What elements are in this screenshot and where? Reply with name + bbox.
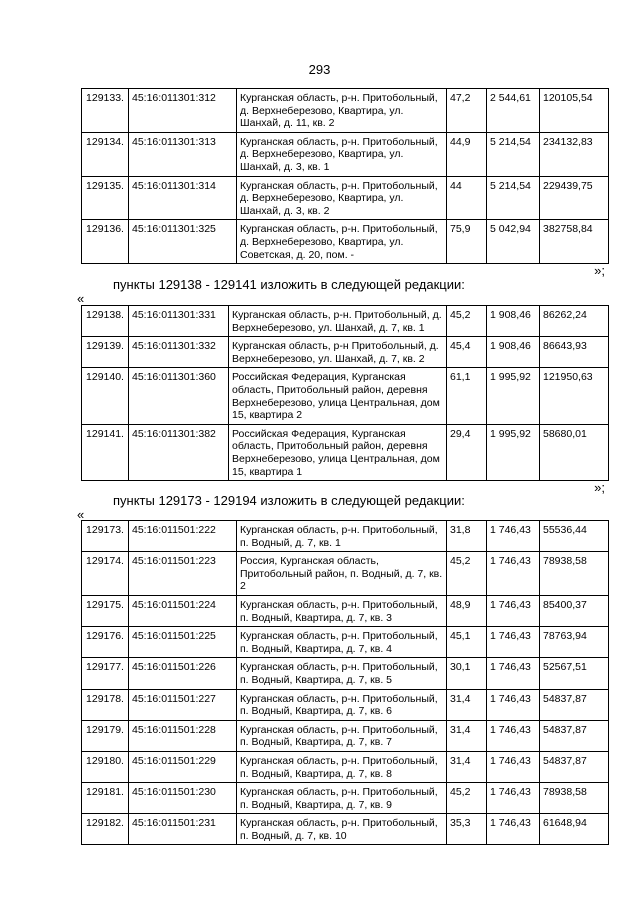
cadastral-value-cell: 61648,94: [540, 814, 609, 845]
area-cell: 48,9: [447, 595, 487, 626]
address-cell: Российская Федерация, Курганская область, Притобольный район, деревня Верхнеберезово, улица Центральная, дом 15, квартира 1: [229, 424, 447, 480]
row-number-cell: 129173.: [82, 521, 129, 552]
closing-quote: »;: [594, 480, 605, 495]
cadastral-number-cell: 45:16:011501:229: [129, 751, 237, 782]
address-cell: Курганская область, р-н. Притобольный, д. Верхнеберезово, Квартира, ул. Шанхай, д. 3, кв. 2: [237, 176, 447, 220]
address-cell: Российская Федерация, Курганская область, Притобольный район, деревня Верхнеберезово, улица Центральная, дом 15, квартира 2: [229, 368, 447, 424]
area-cell: 45,2: [447, 306, 487, 337]
rate-cell: 1 746,43: [487, 595, 540, 626]
table-row: [82, 814, 609, 845]
rate-cell: 5 214,54: [487, 176, 540, 220]
area-cell: 75,9: [447, 220, 487, 264]
table-row: [82, 552, 609, 596]
row-number-cell: 129177.: [82, 658, 129, 689]
row-number-cell: 129139.: [82, 337, 129, 368]
cadastral-value-cell: 54837,87: [540, 720, 609, 751]
rate-cell: 1 746,43: [487, 751, 540, 782]
cadastral-number-cell: 45:16:011501:226: [129, 658, 237, 689]
table-row: [82, 627, 609, 658]
area-cell: 61,1: [447, 368, 487, 424]
cadastral-number-cell: 45:16:011301:382: [129, 424, 229, 480]
area-cell: 31,4: [447, 689, 487, 720]
cadastral-number-cell: 45:16:011501:228: [129, 720, 237, 751]
section-instruction: пункты 129173 - 129194 изложить в следующей редакции:: [113, 493, 465, 508]
table-row: [82, 689, 609, 720]
cadastral-number-cell: 45:16:011501:227: [129, 689, 237, 720]
row-number-cell: 129180.: [82, 751, 129, 782]
cadastral-number-cell: 45:16:011501:225: [129, 627, 237, 658]
address-cell: Курганская область, р-н. Притобольный, п. Водный, Квартира, д. 7, кв. 5: [237, 658, 447, 689]
cadastral-number-cell: 45:16:011501:230: [129, 783, 237, 814]
row-number-cell: 129138.: [82, 306, 129, 337]
row-number-cell: 129176.: [82, 627, 129, 658]
area-cell: 44,9: [447, 132, 487, 176]
row-number-cell: 129136.: [82, 220, 129, 264]
row-number-cell: 129174.: [82, 552, 129, 596]
row-number-cell: 129175.: [82, 595, 129, 626]
cadastral-value-cell: 78763,94: [540, 627, 609, 658]
cadastral-value-cell: 54837,87: [540, 689, 609, 720]
opening-quote: «: [77, 507, 85, 522]
address-cell: Курганская область, р-н. Притобольный, п. Водный, Квартира, д. 7, кв. 9: [237, 783, 447, 814]
property-table-1: [81, 88, 609, 264]
table-row: [82, 368, 609, 424]
cadastral-value-cell: 54837,87: [540, 751, 609, 782]
area-cell: 35,3: [447, 814, 487, 845]
table-row: [82, 658, 609, 689]
address-cell: Курганская область, р-н. Притобольный, д. Верхнеберезово, Квартира, ул. Шанхай, д. 11, кв. 2: [237, 89, 447, 133]
row-number-cell: 129178.: [82, 689, 129, 720]
area-cell: 31,8: [447, 521, 487, 552]
cadastral-value-cell: 229439,75: [540, 176, 609, 220]
cadastral-number-cell: 45:16:011301:331: [129, 306, 229, 337]
cadastral-number-cell: 45:16:011501:222: [129, 521, 237, 552]
table-row: [82, 176, 609, 220]
cadastral-number-cell: 45:16:011501:224: [129, 595, 237, 626]
address-cell: Курганская область, р-н. Притобольный, д. Верхнеберезово, Квартира, ул. Шанхай, д. 3, кв. 1: [237, 132, 447, 176]
rate-cell: 5 214,54: [487, 132, 540, 176]
cadastral-value-cell: 52567,51: [540, 658, 609, 689]
area-cell: 44: [447, 176, 487, 220]
rate-cell: 1 908,46: [487, 337, 540, 368]
rate-cell: 1 995,92: [487, 424, 540, 480]
address-cell: Курганская область, р-н. Притобольный, д. Верхнеберезово, ул. Шанхай, д. 7, кв. 1: [229, 306, 447, 337]
rate-cell: 1 746,43: [487, 814, 540, 845]
address-cell: Курганская область, р-н. Притобольный, п. Водный, д. 7, кв. 10: [237, 814, 447, 845]
cadastral-number-cell: 45:16:011301:360: [129, 368, 229, 424]
cadastral-value-cell: 86262,24: [540, 306, 609, 337]
cadastral-value-cell: 58680,01: [540, 424, 609, 480]
property-table-2: [81, 305, 609, 481]
area-cell: 45,1: [447, 627, 487, 658]
table-row: [82, 783, 609, 814]
table-row: [82, 424, 609, 480]
rate-cell: 1 746,43: [487, 720, 540, 751]
cadastral-number-cell: 45:16:011301:314: [129, 176, 237, 220]
row-number-cell: 129141.: [82, 424, 129, 480]
address-cell: Курганская область, р-н Притобольный, д. Верхнеберезово, ул. Шанхай, д. 7, кв. 2: [229, 337, 447, 368]
row-number-cell: 129140.: [82, 368, 129, 424]
address-cell: Курганская область, р-н. Притобольный, п. Водный, Квартира, д. 7, кв. 8: [237, 751, 447, 782]
area-cell: 31,4: [447, 720, 487, 751]
address-cell: Курганская область, р-н. Притобольный, п. Водный, Квартира, д. 7, кв. 6: [237, 689, 447, 720]
area-cell: 30,1: [447, 658, 487, 689]
address-cell: Курганская область, р-н. Притобольный, п. Водный, д. 7, кв. 1: [237, 521, 447, 552]
area-cell: 45,2: [447, 783, 487, 814]
table-row: [82, 521, 609, 552]
rate-cell: 1 908,46: [487, 306, 540, 337]
row-number-cell: 129181.: [82, 783, 129, 814]
table-row: [82, 595, 609, 626]
table-row: [82, 751, 609, 782]
row-number-cell: 129135.: [82, 176, 129, 220]
cadastral-value-cell: 86643,93: [540, 337, 609, 368]
cadastral-number-cell: 45:16:011301:325: [129, 220, 237, 264]
cadastral-value-cell: 55536,44: [540, 521, 609, 552]
table-row: [82, 306, 609, 337]
table-row: [82, 89, 609, 133]
cadastral-value-cell: 85400,37: [540, 595, 609, 626]
cadastral-number-cell: 45:16:011301:312: [129, 89, 237, 133]
rate-cell: 1 995,92: [487, 368, 540, 424]
rate-cell: 1 746,43: [487, 658, 540, 689]
cadastral-value-cell: 78938,58: [540, 552, 609, 596]
area-cell: 31,4: [447, 751, 487, 782]
property-table-3: [81, 520, 609, 845]
cadastral-number-cell: 45:16:011501:231: [129, 814, 237, 845]
row-number-cell: 129179.: [82, 720, 129, 751]
address-cell: Курганская область, р-н. Притобольный, п. Водный, Квартира, д. 7, кв. 4: [237, 627, 447, 658]
area-cell: 47,2: [447, 89, 487, 133]
cadastral-value-cell: 78938,58: [540, 783, 609, 814]
row-number-cell: 129182.: [82, 814, 129, 845]
cadastral-value-cell: 120105,54: [540, 89, 609, 133]
address-cell: Россия, Курганская область, Притобольный район, п. Водный, д. 7, кв. 2: [237, 552, 447, 596]
area-cell: 45,4: [447, 337, 487, 368]
address-cell: Курганская область, р-н. Притобольный, д. Верхнеберезово, Квартира, ул. Советская, д. 20, пом. -: [237, 220, 447, 264]
cadastral-number-cell: 45:16:011301:332: [129, 337, 229, 368]
table-row: [82, 132, 609, 176]
table-row: [82, 220, 609, 264]
area-cell: 29,4: [447, 424, 487, 480]
row-number-cell: 129133.: [82, 89, 129, 133]
rate-cell: 1 746,43: [487, 521, 540, 552]
rate-cell: 1 746,43: [487, 627, 540, 658]
table-row: [82, 720, 609, 751]
row-number-cell: 129134.: [82, 132, 129, 176]
cadastral-value-cell: 234132,83: [540, 132, 609, 176]
rate-cell: 1 746,43: [487, 689, 540, 720]
rate-cell: 2 544,61: [487, 89, 540, 133]
cadastral-value-cell: 121950,63: [540, 368, 609, 424]
area-cell: 45,2: [447, 552, 487, 596]
section-instruction: пункты 129138 - 129141 изложить в следующей редакции:: [113, 277, 465, 292]
closing-quote: »;: [594, 263, 605, 278]
rate-cell: 1 746,43: [487, 552, 540, 596]
cadastral-number-cell: 45:16:011301:313: [129, 132, 237, 176]
rate-cell: 1 746,43: [487, 783, 540, 814]
address-cell: Курганская область, р-н. Притобольный, п. Водный, Квартира, д. 7, кв. 3: [237, 595, 447, 626]
table-row: [82, 337, 609, 368]
rate-cell: 5 042,94: [487, 220, 540, 264]
cadastral-number-cell: 45:16:011501:223: [129, 552, 237, 596]
address-cell: Курганская область, р-н. Притобольный, п. Водный, Квартира, д. 7, кв. 7: [237, 720, 447, 751]
cadastral-value-cell: 382758,84: [540, 220, 609, 264]
page-number: 293: [308, 62, 331, 77]
opening-quote: «: [77, 291, 85, 306]
